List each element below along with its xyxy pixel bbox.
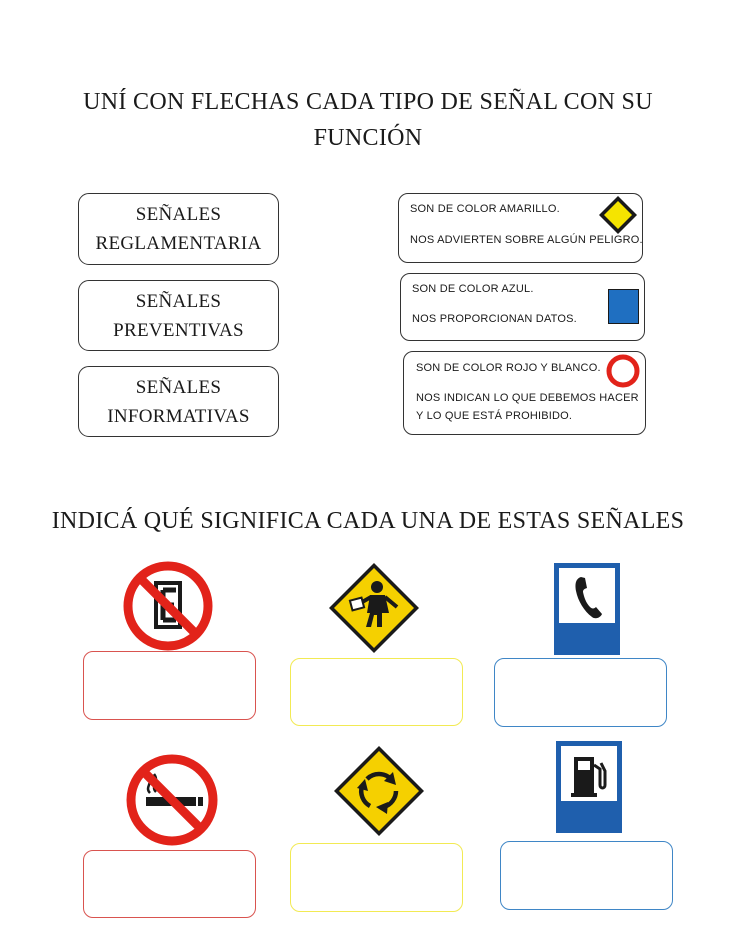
gas-station-sign-icon: [556, 741, 622, 833]
sign-type-line1: SEÑALES: [135, 376, 222, 398]
yellow-diamond-icon: [597, 194, 639, 236]
description-line2: NOS INDICAN LO QUE DEBEMOS HACER: [416, 392, 639, 404]
sign-type-box-reglamentaria[interactable]: [78, 193, 279, 265]
meaning-title: INDICÁ QUÉ SIGNIFICA CADA UNA DE ESTAS SEÑALES: [51, 508, 685, 534]
sign-type-line2: PREVENTIVAS: [113, 319, 244, 341]
description-line1: SON DE COLOR AZUL.: [412, 283, 534, 295]
match-title-line1: UNÍ CON FLECHAS CADA TIPO DE SEÑAL CON SU: [83, 89, 653, 115]
match-title-line2: FUNCIÓN: [313, 125, 423, 151]
roundabout-sign-icon: [332, 744, 426, 838]
match-title: [40, 84, 696, 156]
description-line1: SON DE COLOR AMARILLO.: [410, 203, 560, 215]
description-box-red[interactable]: [403, 351, 646, 435]
no-parking-sign-icon: [122, 560, 214, 652]
description-box-yellow[interactable]: [398, 193, 643, 263]
description-line2: NOS PROPORCIONAN DATOS.: [412, 313, 577, 325]
sign-type-line1: SEÑALES: [135, 290, 222, 312]
blue-square-icon: [608, 289, 640, 325]
red-circle-icon: [605, 353, 641, 389]
description-line1: SON DE COLOR ROJO Y BLANCO.: [416, 362, 601, 374]
yellow-diamond-fill: [604, 201, 632, 229]
no-smoking-sign-icon: [124, 752, 220, 848]
school-crossing-sign-icon: [327, 561, 421, 655]
description-line2: NOS ADVIERTEN SOBRE ALGÚN PELIGRO.: [410, 234, 643, 246]
sign-type-line2: INFORMATIVAS: [107, 405, 250, 427]
answer-box-telephone[interactable]: [494, 658, 667, 727]
answer-box-school-crossing[interactable]: [290, 658, 463, 726]
answer-box-no-parking[interactable]: [83, 651, 256, 720]
description-box-blue[interactable]: [400, 273, 645, 341]
answer-box-roundabout[interactable]: [290, 843, 463, 912]
sign-type-line1: SEÑALES: [135, 204, 222, 225]
answer-box-no-smoking[interactable]: [83, 850, 256, 918]
sign-type-box-informativas[interactable]: [78, 366, 279, 437]
telephone-sign-icon: [554, 563, 620, 655]
sign-type-line2: REGLAMENTARIA: [95, 233, 262, 254]
sign-type-box-preventivas[interactable]: [78, 280, 279, 351]
answer-box-gas-station[interactable]: [500, 841, 673, 910]
description-line3: Y LO QUE ESTÁ PROHIBIDO.: [416, 410, 573, 422]
